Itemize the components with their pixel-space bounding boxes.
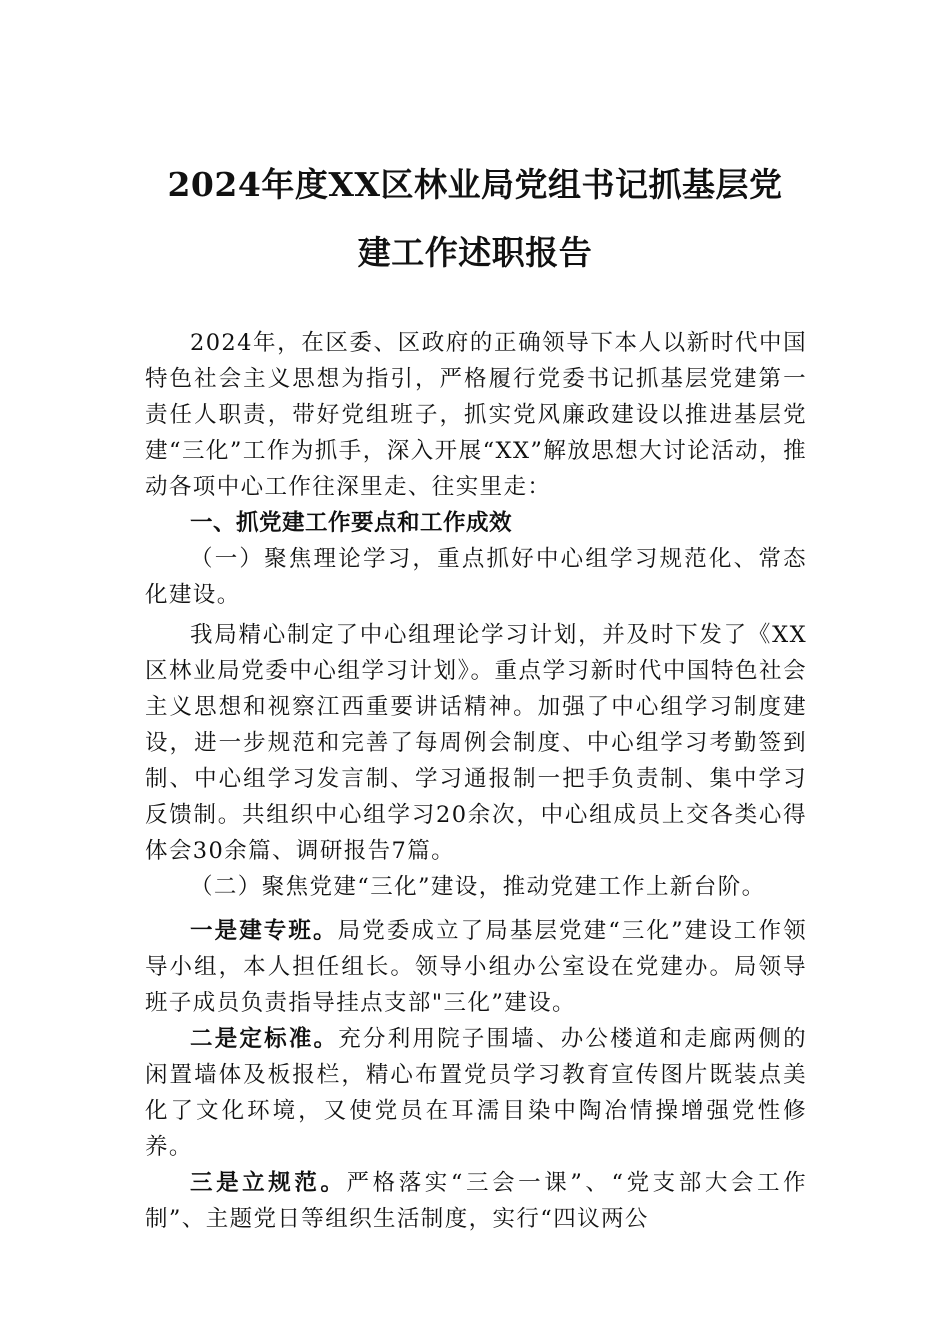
item-1-lead: 一是建专班。: [190, 918, 338, 944]
document-body: [145, 325, 807, 1237]
document-title-line-1: 2024年度XX区林业局党组书记抓基层党: [167, 165, 783, 204]
subsection-2-heading: （二）聚焦党建“三化”建设，推动党建工作上新台阶。: [190, 874, 766, 900]
subsection-1-heading: （一）聚焦理论学习，重点抓好中心组学习规范化、常态化建设。: [145, 546, 807, 608]
item-3-paragraph: [145, 1165, 807, 1237]
document-title-line-2: 建工作述职报告: [357, 233, 593, 272]
item-1-paragraph: [145, 913, 807, 1021]
item-2-lead: 二是定标准。: [190, 1026, 339, 1052]
item-3-body: 严格落实“三会一课”、“党支部大会工作制”、主题党日等组织生活制度，实行“四议两公: [145, 1170, 808, 1232]
item-2-body: 充分利用院子围墙、办公楼道和走廊两侧的闲置墙体及板报栏，精心布置党员学习教育宣传图片既装点美化了文化环境，又使党员在耳濡目染中陶冶情操增强党性修养。: [145, 1026, 807, 1160]
subsection-1-body: 我局精心制定了中心组理论学习计划，并及时下发了《XX区林业局党委中心组学习计划》。重点学习新时代中国特色社会主义思想和视察江西重要讲话精神。加强了中心组学习制度建设，进一步规范和完善了每周例会制度、中心组学习考勤签到制、中心组学习发言制、学习通报制一把手负责制、集中学习反馈制。共组织中心组学习20余次，中心组成员上交各类心得体会30余篇、调研报告7篇。: [145, 622, 807, 864]
item-1-body: 局党委成立了局基层党建“三化”建设工作领导小组，本人担任组长。领导小组办公室设在党建办。局领导班子成员负责指导挂点支部"三化”建设。: [145, 918, 807, 1016]
item-3-lead: 三是立规范。: [190, 1170, 347, 1196]
intro-paragraph: 2024年，在区委、区政府的正确领导下本人以新时代中国特色社会主义思想为指引，严格履行党委书记抓基层党建第一责任人职责，带好党组班子，抓实党风廉政建设以推进基层党建“三化”工作为抓手，深入开展“XX”解放思想大讨论活动，推动各项中心工作往深里走、往实里走：: [145, 330, 807, 500]
section-1-heading: 一、抓党建工作要点和工作成效: [190, 510, 513, 536]
item-2-paragraph: [145, 1021, 807, 1165]
